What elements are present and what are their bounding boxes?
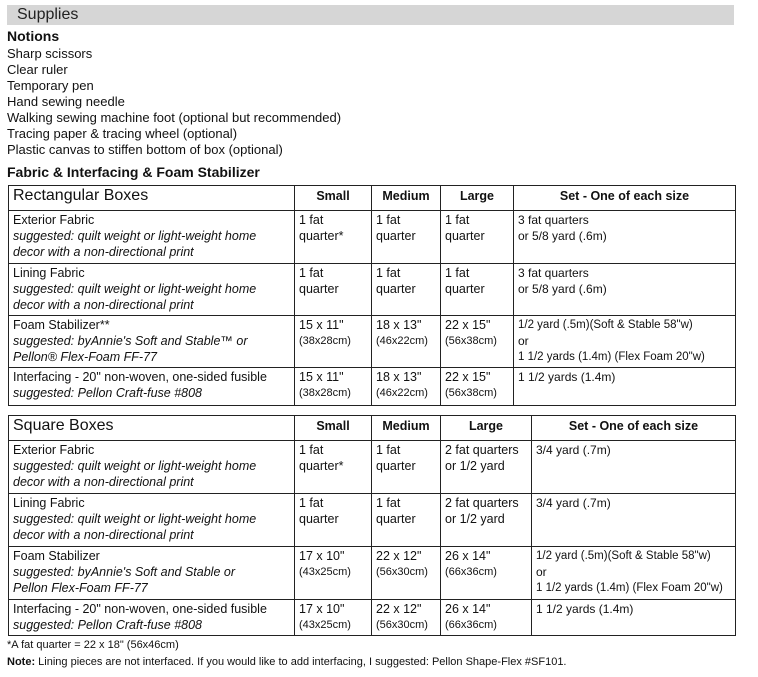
list-item: Hand sewing needle [7,94,125,109]
quantity-line: quarter [376,512,416,526]
quantity-small-cell [295,264,372,316]
quantity-line: 22 x 12" [376,549,422,563]
quantity-medium-cell [372,600,441,636]
quantity-line: 1 fat [299,443,324,457]
quantity-line: (56x38cm) [445,335,497,347]
quantity-small-cell [295,316,372,368]
quantity-set-cell [532,547,736,600]
quantity-line: (43x25cm) [299,566,351,578]
item-suggestion: decor with a non-directional print [13,528,194,542]
list-item: Plastic canvas to stiffen bottom of box (optional) [7,142,283,157]
item-suggestion: suggested: quilt weight or light-weight home [13,229,257,243]
table-row [9,494,736,547]
column-header-medium: Medium [372,416,441,441]
item-suggestion: Pellon Flex-Foam FF-77 [13,581,148,595]
quantity-medium-cell [372,494,441,547]
quantity-line: 1 fat [376,266,401,280]
item-suggestion: decor with a non-directional print [13,245,194,259]
column-header-small: Small [295,186,372,211]
fat-quarter-footnote: *A fat quarter = 22 x 18" (56x46cm) [7,639,179,651]
set-line: or 5/8 yard (.6m) [518,282,607,296]
quantity-line: 1 fat [376,496,401,510]
quantity-line: quarter [445,229,485,243]
quantity-line: quarter [445,282,485,296]
item-name: Exterior Fabric [13,213,95,227]
set-line: 3 fat quarters [518,266,589,280]
set-line: or [536,565,547,579]
quantity-large-cell [441,547,532,600]
quantity-large-cell [441,264,514,316]
quantity-set-cell [514,264,736,316]
item-suggestion: suggested: byAnnie's Soft and Stable™ or [13,334,248,348]
column-header-set: Set - One of each size [532,416,736,441]
column-header-large: Large [441,186,514,211]
item-suggestion: suggested: quilt weight or light-weight home [13,512,257,526]
item-name: Foam Stabilizer** [13,318,110,332]
set-line: 3/4 yard (.7m) [536,496,611,510]
table-row [9,600,736,636]
quantity-line: 18 x 13" [376,370,422,384]
quantity-line: quarter* [299,229,344,243]
quantity-line: 26 x 14" [445,602,491,616]
quantity-line: 1 fat [376,213,401,227]
item-cell [9,494,295,547]
item-suggestion: suggested: quilt weight or light-weight home [13,282,257,296]
fabric-heading: Fabric & Interfacing & Foam Stabilizer [7,164,260,180]
item-cell [9,211,295,264]
quantity-line: 22 x 15" [445,318,491,332]
item-name: Exterior Fabric [13,443,95,457]
quantity-line: quarter [376,459,416,473]
quantity-line: quarter [299,282,339,296]
column-header-small: Small [295,416,372,441]
quantity-line: (66x36cm) [445,566,497,578]
quantity-set-cell [514,368,736,406]
table-title: Rectangular Boxes [9,186,295,211]
table-row [9,441,736,494]
set-line: 1 1/2 yards (1.4m) [518,370,616,384]
square-boxes-table [8,415,736,636]
set-line: 1 1/2 yards (1.4m) (Flex Foam 20"w) [536,582,723,594]
table-title: Square Boxes [9,416,295,441]
item-suggestion: decor with a non-directional print [13,475,194,489]
item-name: Foam Stabilizer [13,549,100,563]
item-suggestion: Pellon® Flex-Foam FF-77 [13,350,157,364]
supplies-title: Supplies [17,6,79,23]
item-suggestion: decor with a non-directional print [13,298,194,312]
quantity-line: 1 fat [445,213,470,227]
quantity-line: 1 fat [376,443,401,457]
item-name: Lining Fabric [13,266,85,280]
quantity-line: 26 x 14" [445,549,491,563]
set-line: 1 1/2 yards (1.4m) [536,602,634,616]
quantity-set-cell [514,316,736,368]
notions-list [7,46,341,158]
list-item: Temporary pen [7,78,94,93]
item-cell [9,368,295,406]
quantity-line: (46x22cm) [376,387,428,399]
list-item: Sharp scissors [7,46,93,61]
quantity-line: 1 fat [299,213,324,227]
note-label: Note: [7,656,36,668]
table-row [9,368,736,406]
quantity-line: 2 fat quarters [445,496,519,510]
quantity-line: 17 x 10" [299,602,345,616]
quantity-small-cell [295,600,372,636]
quantity-line: (43x25cm) [299,619,351,631]
item-suggestion: suggested: byAnnie's Soft and Stable or [13,565,235,579]
list-item: Tracing paper & tracing wheel (optional) [7,126,238,141]
list-item: Walking sewing machine foot (optional but recommended) [7,110,342,125]
quantity-small-cell [295,441,372,494]
quantity-large-cell [441,441,532,494]
table-row [9,264,736,316]
quantity-large-cell [441,600,532,636]
column-header-large: Large [441,416,532,441]
item-cell [9,316,295,368]
quantity-set-cell [532,600,736,636]
quantity-medium-cell [372,211,441,264]
quantity-line: (56x30cm) [376,619,428,631]
table-row [9,547,736,600]
quantity-line: 22 x 15" [445,370,491,384]
list-item: Clear ruler [7,62,68,77]
quantity-line: 1 fat [445,266,470,280]
quantity-large-cell [441,211,514,264]
item-suggestion: suggested: quilt weight or light-weight home [13,459,257,473]
set-line: 1/2 yard (.5m)(Soft & Stable 58"w) [518,319,693,331]
quantity-large-cell [441,494,532,547]
quantity-line: 18 x 13" [376,318,422,332]
quantity-line: or 1/2 yard [445,459,505,473]
rectangular-boxes-table [8,185,736,406]
quantity-large-cell [441,368,514,406]
set-line: 1 1/2 yards (1.4m) (Flex Foam 20"w) [518,351,705,363]
quantity-large-cell [441,316,514,368]
quantity-line: quarter [299,512,339,526]
quantity-small-cell [295,494,372,547]
item-cell [9,264,295,316]
quantity-medium-cell [372,316,441,368]
quantity-line: quarter [376,282,416,296]
set-line: 3 fat quarters [518,213,589,227]
quantity-line: (66x36cm) [445,619,497,631]
set-line: 1/2 yard (.5m)(Soft & Stable 58"w) [536,550,711,562]
notions-heading: Notions [7,28,60,44]
quantity-medium-cell [372,368,441,406]
quantity-line: 1 fat [299,266,324,280]
quantity-line: 22 x 12" [376,602,422,616]
set-line: or [518,334,529,348]
quantity-set-cell [532,494,736,547]
quantity-line: (38x28cm) [299,335,351,347]
quantity-set-cell [532,441,736,494]
quantity-medium-cell [372,547,441,600]
item-cell [9,547,295,600]
quantity-line: quarter* [299,459,344,473]
quantity-line: 17 x 10" [299,549,345,563]
quantity-line: 2 fat quarters [445,443,519,457]
column-header-set: Set - One of each size [514,186,736,211]
quantity-small-cell [295,211,372,264]
quantity-line: (56x30cm) [376,566,428,578]
quantity-set-cell [514,211,736,264]
quantity-small-cell [295,368,372,406]
quantity-medium-cell [372,441,441,494]
quantity-small-cell [295,547,372,600]
quantity-line: 15 x 11" [299,318,344,332]
quantity-line: or 1/2 yard [445,512,505,526]
quantity-line: 15 x 11" [299,370,344,384]
note-text: Lining pieces are not interfaced. If you would like to add interfacing, I suggested: Pellon Shape-Flex #SF101. [35,656,567,668]
item-name: Interfacing - 20" non-woven, one-sided fusible [13,370,267,384]
supplies-header-bar [7,5,734,25]
item-name: Lining Fabric [13,496,85,510]
item-name: Interfacing - 20" non-woven, one-sided fusible [13,602,267,616]
quantity-line: quarter [376,229,416,243]
quantity-line: 1 fat [299,496,324,510]
item-suggestion: suggested: Pellon Craft-fuse #808 [13,386,203,400]
quantity-line: (38x28cm) [299,387,351,399]
table-row [9,211,736,264]
set-line: 3/4 yard (.7m) [536,443,611,457]
item-cell [9,600,295,636]
item-cell [9,441,295,494]
lining-note [7,655,567,669]
quantity-line: (56x38cm) [445,387,497,399]
column-header-medium: Medium [372,186,441,211]
item-suggestion: suggested: Pellon Craft-fuse #808 [13,618,203,632]
quantity-line: (46x22cm) [376,335,428,347]
quantity-medium-cell [372,264,441,316]
table-row [9,316,736,368]
set-line: or 5/8 yard (.6m) [518,229,607,243]
